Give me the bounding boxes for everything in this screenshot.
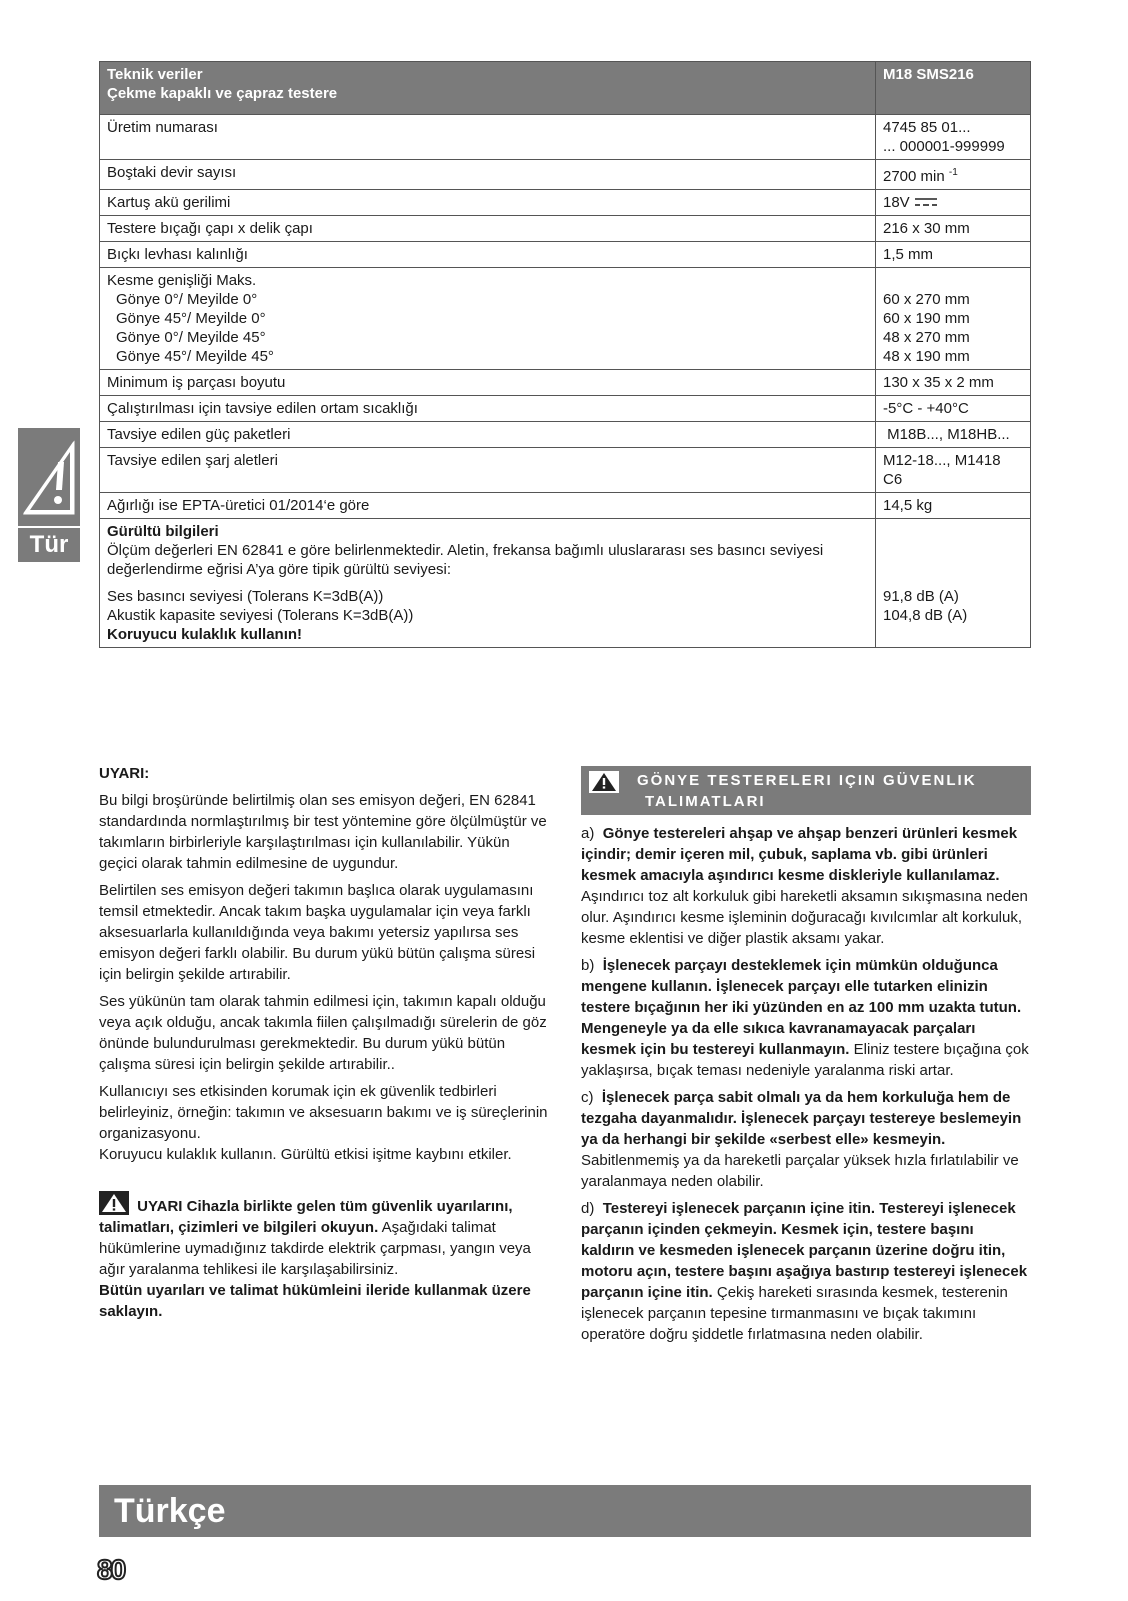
item-bold: İşlenecek parça sabit olmalı ya da hem korkuluğa hem de tezgaha dayanmalıdır. İşlenecek parçayı testereye beslemeyin ya da herhangi bir şekilde «serbest elle» kesmeyin. bbox=[581, 1089, 1022, 1148]
safety-heading-line1: GÖNYE TESTERELERI IÇIN GÜVENLIK bbox=[637, 772, 977, 789]
spec-value: 130 x 35 x 2 mm bbox=[876, 370, 1031, 396]
item-bold: İşlenecek parçayı desteklemek için mümkün olduğunca mengene kullanın. İşlenecek parçayı elle tutarken elinizin testere bıçağının her iki yüzünden en az 100 mm uzakta tutun. Mengeneyle ya da elle sıkıca kavranamayacak parçaları kesmek için bu testereyi kullanmayın. bbox=[581, 957, 1022, 1058]
spec-value: -5°C - +40°C bbox=[876, 396, 1031, 422]
cut-width-value: 60 x 190 mm bbox=[883, 310, 970, 327]
safety-item-d bbox=[581, 1198, 1031, 1345]
spec-model: M18 SMS216 bbox=[876, 62, 1031, 115]
safety-item-c bbox=[581, 1087, 1031, 1192]
spec-header-left bbox=[100, 62, 876, 115]
warning-icon bbox=[99, 1191, 129, 1215]
noise-power-label: Akustik kapasite seviyesi (Tolerans K=3dB(A)) bbox=[107, 607, 414, 624]
noise-title: Gürültü bilgileri bbox=[107, 523, 219, 540]
spec-header-row bbox=[100, 62, 1031, 115]
paragraph: Ses yükünün tam olarak tahmin edilmesi için, takımın kapalı olduğu veya açık olduğu, ancak takımla fiilen çalışılmadığı sürelerin de göz önünde bulundurulması gerekmektedir. Bu durum yükü bütün çalışma süresi için belirgin şekilde artırabilir.. bbox=[99, 993, 547, 1073]
noise-pressure-value: 91,8 dB (A) bbox=[883, 588, 959, 605]
spec-row bbox=[100, 242, 1031, 268]
noise-power-value: 104,8 dB (A) bbox=[883, 607, 968, 624]
spec-value-text: 2700 min bbox=[883, 168, 945, 185]
spec-row bbox=[100, 396, 1031, 422]
cut-width-value: 60 x 270 mm bbox=[883, 291, 970, 308]
spec-title: Teknik veriler bbox=[107, 66, 203, 83]
spec-value bbox=[876, 268, 1031, 370]
spec-label: Kartuş akü gerilimi bbox=[100, 190, 876, 216]
side-tab-label: Tür bbox=[18, 528, 80, 562]
safety-item-a bbox=[581, 823, 1031, 949]
spec-value: 14,5 kg bbox=[876, 493, 1031, 519]
spec-label: Çalıştırılması için tavsiye edilen ortam sıcaklığı bbox=[100, 396, 876, 422]
item-text: Sabitlenmemiş ya da hareketli parçalar yüksek hızla fırlatılabilir ve yaralanmaya neden olabilir. bbox=[581, 1152, 1019, 1190]
spec-value bbox=[876, 190, 1031, 216]
spec-row bbox=[100, 370, 1031, 396]
keep-instructions: Bütün uyarıları ve talimat hükümleini ileride kullanmak üzere saklayın. bbox=[99, 1282, 531, 1320]
spec-label: Boştaki devir sayısı bbox=[100, 160, 876, 190]
item-letter: c) bbox=[581, 1089, 594, 1106]
cut-width-title: Kesme genişliği Maks. bbox=[107, 272, 257, 289]
right-column bbox=[581, 766, 1031, 1351]
ear-protection-note: Koruyucu kulaklık kullanın! bbox=[107, 626, 303, 643]
spec-row-noise bbox=[100, 519, 1031, 648]
general-warning bbox=[99, 1191, 551, 1280]
side-warning-box bbox=[18, 428, 80, 526]
noise-pressure-label: Ses basıncı seviyesi (Tolerans K=3dB(A)) bbox=[107, 588, 384, 605]
spec-row-cut-width bbox=[100, 268, 1031, 370]
item-text: Çekiş hareketi sırasında kesmek, testerenin işlenecek parçanın tepesine tırmanmasını ve bıçak takımını operatöre doğru şiddetle fırlatmasına neden olabilir. bbox=[581, 1284, 1008, 1343]
item-bold: Testereyi işlenecek parçanın içine itin. Testereyi işlenecek parçanın içinden çekmeyin. Kesmek için, testere başını kaldırın ve kesmeden işlenecek parçanın üzerine doğru itin, motoru açın, testere başını aşağıya bastırıp testereyi işlenecek parçanın içine itin. bbox=[581, 1200, 1028, 1301]
item-letter: b) bbox=[581, 957, 595, 974]
paragraph: Belirtilen ses emisyon değeri takımın başlıca olarak uygulamasını temsil etmektedir. Ancak takım başka uygulamalar için veya farklı aksesuarlarla kullanıldığında veya bakımı yetersiz yapılırsa ses emisyon değeri farklı olabilir. Bu durum yükü bütün çalışma süresi için belirgin şekilde artırabilir. bbox=[99, 882, 536, 983]
spec-label: Ağırlığı ise EPTA-üretici 01/2014‘e göre bbox=[100, 493, 876, 519]
item-text: Aşındırıcı toz alt korkuluk gibi hareketli aksamın sıkışmasına neden olur. Aşındırıcı kesme işleminin doğuracağı kıvılcımlar alt korkuluk, kesme eklentisi ve diğer plastik aksamı yakar. bbox=[581, 888, 1028, 947]
cut-width-item: Gönye 0°/ Meyilde 0° bbox=[116, 291, 258, 308]
spec-table bbox=[99, 61, 1031, 648]
spec-value: 216 x 30 mm bbox=[876, 216, 1031, 242]
spec-row bbox=[100, 190, 1031, 216]
general-warning-text: Aşağıdaki talimat hükümlerine uymadığınız takdirde elektrik çarpması, yangın veya ağır yaralanma tehlikesi ile karşılaşabilirsiniz. bbox=[99, 1219, 531, 1278]
spec-label: Testere bıçağı çapı x delik çapı bbox=[100, 216, 876, 242]
paragraph: Kullanıcıyı ses etkisinden korumak için ek güvenlik tedbirleri belirleyiniz, örneğin: takımın ve aksesuarın bakımı ve iş süreçlerinin organizasyonu. bbox=[99, 1083, 548, 1142]
spec-row bbox=[100, 216, 1031, 242]
spec-value: M18B..., M18HB... bbox=[876, 422, 1031, 448]
warning-triangle-icon bbox=[18, 428, 80, 526]
spec-subtitle: Çekme kapaklı ve çapraz testere bbox=[107, 85, 338, 102]
cut-width-item: Gönye 45°/ Meyilde 0° bbox=[116, 310, 266, 327]
spec-label: Tavsiye edilen şarj aletleri bbox=[100, 448, 876, 493]
footer-band bbox=[99, 1485, 1031, 1537]
spec-value-sup: -1 bbox=[948, 167, 958, 178]
spec-value-text: 18V bbox=[883, 194, 910, 211]
item-letter: d) bbox=[581, 1200, 595, 1217]
noise-text: Ölçüm değerleri EN 62841 e göre belirlenmektedir. Aletin, frekansa bağımlı uluslararası ses basıncı seviyesi değerlendirme eğrisi A’ya göre tipik gürültü seviyesi: bbox=[107, 542, 824, 578]
warning-icon bbox=[589, 771, 619, 793]
paragraph: Bu bilgi broşüründe belirtilmiş olan ses emisyon değeri, EN 62841 standardında normlaştırılmış bir test yöntemine göre ölçülmüştür ve takımların birbirleriyle karşılaştırılması için kullanılabilir. Yükün geçici olarak tahmin edilmesine de uygundur. bbox=[99, 792, 547, 872]
language-side-tab bbox=[18, 428, 80, 562]
noise-cell bbox=[100, 519, 876, 648]
safety-section-header bbox=[581, 766, 1031, 815]
general-warning-bold: UYARI Cihazla birlikte gelen tüm güvenlik uyarılarını, talimatları, çizimleri ve bilgileri okuyun. bbox=[99, 1198, 513, 1236]
safety-item-b bbox=[581, 955, 1031, 1081]
spec-value bbox=[876, 115, 1031, 160]
spec-row bbox=[100, 493, 1031, 519]
spec-value-line: ... 000001-999999 bbox=[883, 138, 1005, 155]
cut-width-item: Gönye 45°/ Meyilde 45° bbox=[116, 348, 274, 365]
spec-label bbox=[100, 268, 876, 370]
spec-value bbox=[876, 160, 1031, 190]
warning-title: UYARI: bbox=[99, 765, 150, 782]
footer-language-title: Türkçe bbox=[114, 1492, 226, 1530]
safety-heading-line2: TALIMATLARI bbox=[645, 793, 766, 810]
item-text: Eliniz testere bıçağına çok yaklaşırsa, bıçak teması nedeniyle yaralanma riski artar. bbox=[581, 1041, 1029, 1079]
spec-row bbox=[100, 448, 1031, 493]
item-letter: a) bbox=[581, 825, 595, 842]
spec-row bbox=[100, 160, 1031, 190]
left-column bbox=[99, 763, 551, 1328]
dc-symbol-icon bbox=[914, 196, 938, 208]
spec-label: Minimum iş parçası boyutu bbox=[100, 370, 876, 396]
spec-label: Bıçkı levhası kalınlığı bbox=[100, 242, 876, 268]
spec-value-line: 4745 85 01... bbox=[883, 119, 971, 136]
cut-width-value: 48 x 270 mm bbox=[883, 329, 970, 346]
page-number: 80 bbox=[97, 1554, 125, 1585]
spec-value: 1,5 mm bbox=[876, 242, 1031, 268]
noise-values bbox=[876, 519, 1031, 648]
cut-width-value: 48 x 190 mm bbox=[883, 348, 970, 365]
item-bold: Gönye testereleri ahşap ve ahşap benzeri ürünleri kesmek içindir; demir içeren mil, çubuk, saplama vb. gibi ürünleri kesmek amacıyla aşındırıcı kesme diskleriyle kullanılamaz. bbox=[581, 825, 1018, 884]
spec-label: Tavsiye edilen güç paketleri bbox=[100, 422, 876, 448]
spec-value: M12-18..., M1418 C6 bbox=[876, 448, 1031, 493]
paragraph: Koruyucu kulaklık kullanın. Gürültü etkisi işitme kaybını etkiler. bbox=[99, 1146, 512, 1163]
spec-row bbox=[100, 422, 1031, 448]
cut-width-item: Gönye 0°/ Meyilde 45° bbox=[116, 329, 266, 346]
spec-label: Üretim numarası bbox=[100, 115, 876, 160]
spec-row bbox=[100, 115, 1031, 160]
